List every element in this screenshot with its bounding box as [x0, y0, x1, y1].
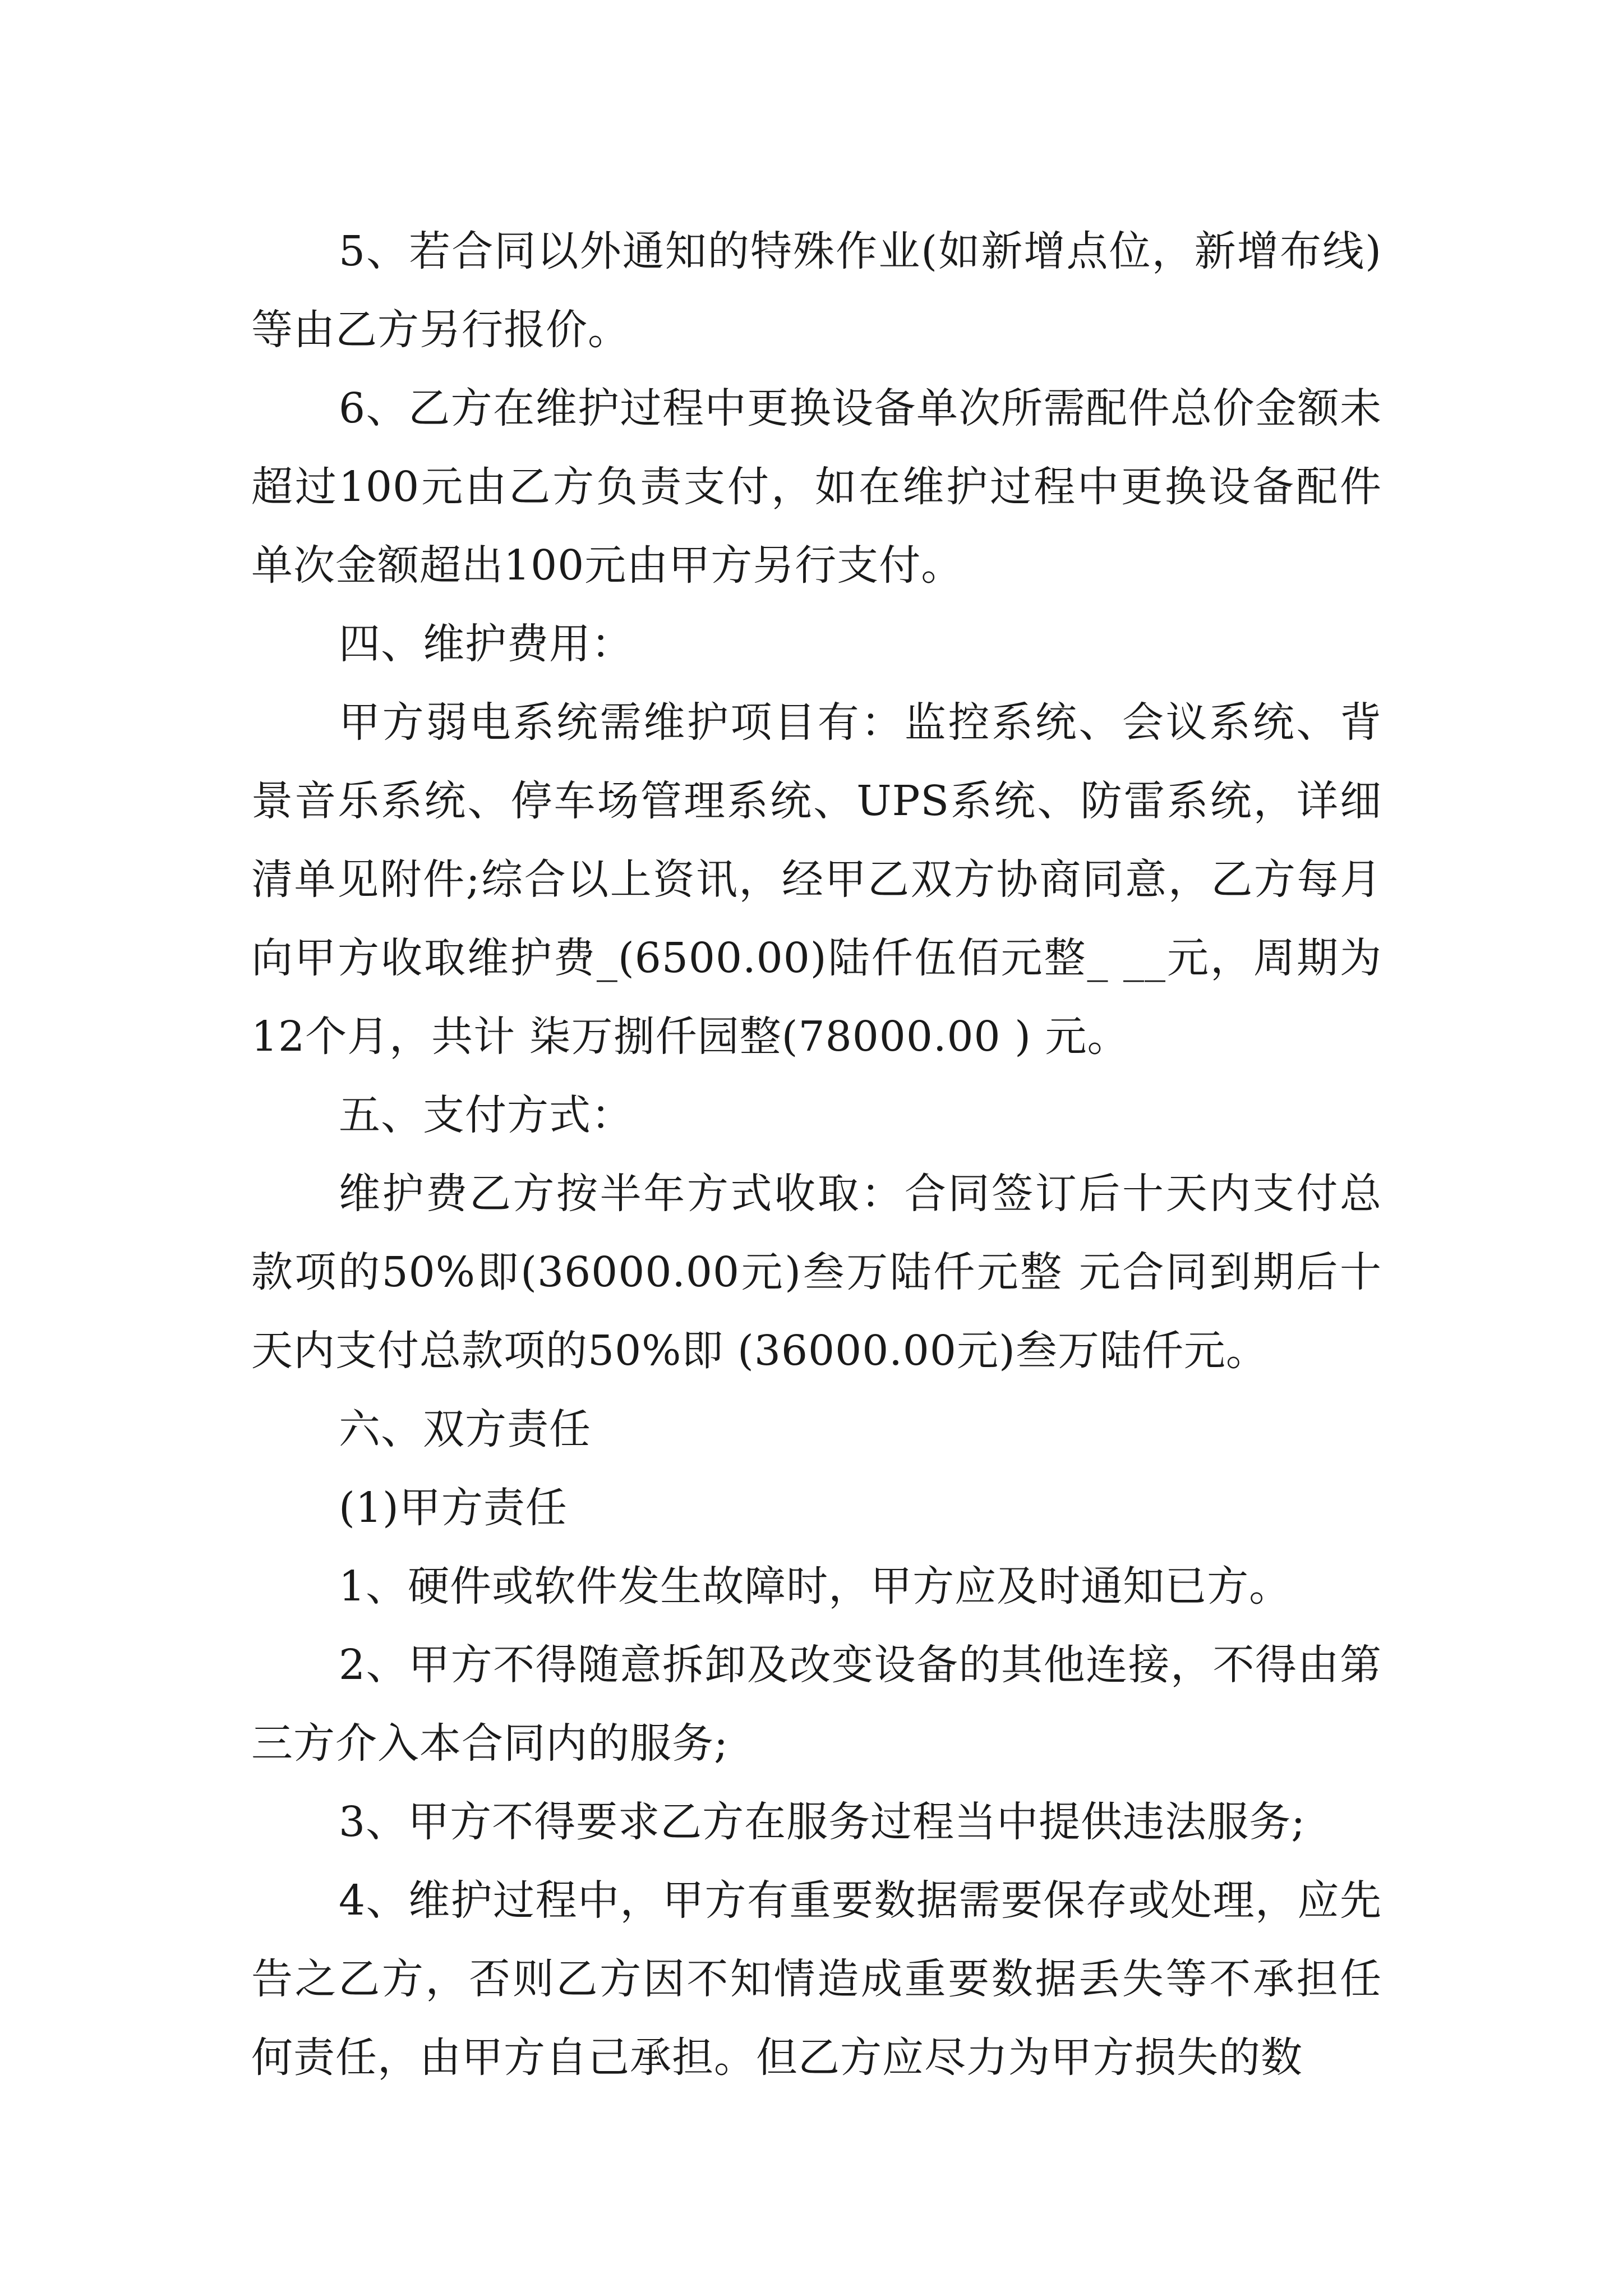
maintenance-fee-paragraph: 甲方弱电系统需维护项目有：监控系统、会议系统、背景音乐系统、停车场管理系统、UPS系统、防雷系统，详细清单见附件;综合以上资讯，经甲乙双方协商同意，乙方每月向甲方收取维护费_(6500.00)陆仟伍佰元整_ __元，周期为12个月，共计 柒万捌仟园整(78000.00 ) 元。 [251, 698, 1382, 1061]
party-a-clause-2: 2、甲方不得随意拆卸及改变设备的其他连接，不得由第三方介入本合同内的服务; [251, 1641, 1382, 1768]
section-5-heading: 五、支付方式： [339, 1091, 633, 1139]
party-a-clause-3: 3、甲方不得要求乙方在服务过程当中提供违法服务; [339, 1798, 1306, 1846]
clause-5-special-work: 5、若合同以外通知的特殊作业(如新增点位，新增布线)等由乙方另行报价。 [251, 227, 1382, 354]
document-body [251, 212, 1382, 2097]
party-a-responsibility-heading: (1)甲方责任 [339, 1484, 568, 1532]
party-a-clause-1: 1、硬件或软件发生故障时，甲方应及时通知已方。 [339, 1562, 1292, 1611]
party-a-clause-4: 4、维护过程中，甲方有重要数据需要保存或处理，应先告之乙方，否则乙方因不知情造成重要数据丢失等不承担任何责任，由甲方自己承担。但乙方应尽力为甲方损失的数 [251, 1876, 1382, 2082]
section-4-heading: 四、维护费用： [339, 620, 633, 668]
payment-method-paragraph: 维护费乙方按半年方式收取：合同签订后十天内支付总款项的50%即(36000.00元)叁万陆仟元整 元合同到期后十天内支付总款项的50%即 (36000.00元)叁万陆仟元。 [251, 1170, 1382, 1375]
section-6-heading: 六、双方责任 [339, 1405, 591, 1453]
clause-6-parts-cost: 6、乙方在维护过程中更换设备单次所需配件总价金额未超过100元由乙方负责支付，如在维护过程中更换设备配件单次金额超出100元由甲方另行支付。 [251, 384, 1382, 590]
